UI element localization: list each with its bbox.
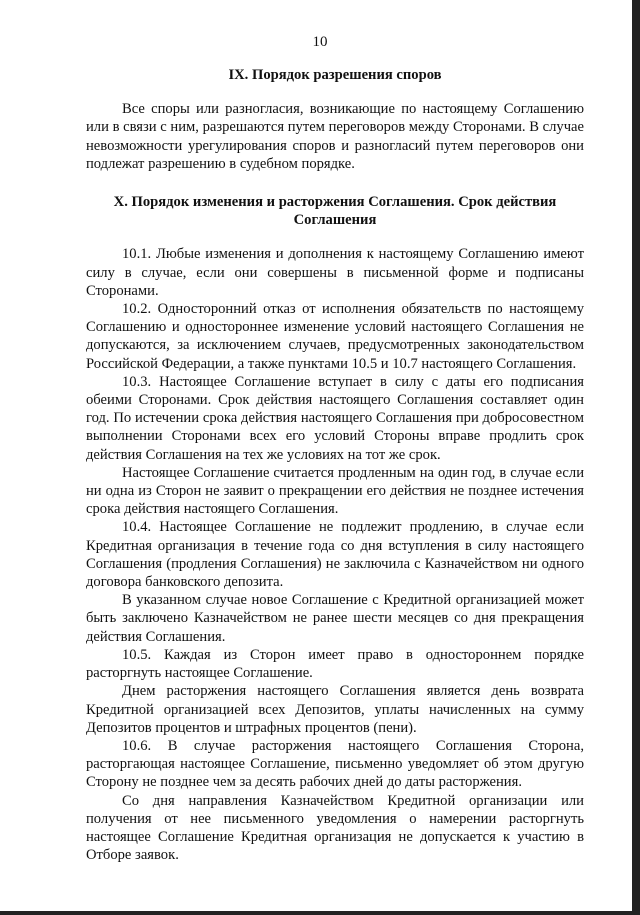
section-9-heading: IX. Порядок разрешения споров: [228, 67, 442, 83]
scan-edge-right: [632, 0, 640, 915]
paragraph-10-6: 10.6. В случае расторжения настоящего Соглашения Сторона, расторгающая настоящее Соглашение, письменно уведомляет об этом другую Сторону не позднее чем за десять рабочих дней до даты расторжения.: [86, 737, 584, 791]
paragraph-10-5-termination-day: Днем расторжения настоящего Соглашения является день возврата Кредитной организацией всех Депозитов, уплаты начисленных на сумму Депозитов процентов и штрафных процентов (пени).: [86, 683, 584, 736]
paragraph-10-6-notice: Со дня направления Казначейством Кредитной организации или получения от нее письменного уведомления о намерении расторгнуть настоящее Соглашение Кредитная организация не допускается к участию в Отборе заявок.: [86, 792, 584, 864]
paragraph-10-3: 10.3. Настоящее Соглашение вступает в силу с даты его подписания обеими Сторонами. Срок действия настоящего Соглашения составляет один год. По истечении срока действия настоящего Соглашения при добросовестном выполнении Сторонами всех его условий Стороны вправе продлить срок действия Соглашения на тех же условиях на тот же срок.: [86, 373, 584, 463]
paragraph-10-4-new-agreement: В указанном случае новое Соглашение с Кредитной организацией может быть заключено Казначейством не ранее шести месяцев со дня прекращения действия Соглашения.: [86, 592, 584, 645]
section-9-paragraph: Все споры или разногласия, возникающие по настоящему Соглашению или в связи с ним, разрешаются путем переговоров между Сторонами. В случае невозможности урегулирования споров и разногласий путем переговоров они подлежат разрешению в судебном порядке.: [86, 101, 584, 172]
paragraph-10-3-extension: Настоящее Соглашение считается продленным на один год, в случае если ни одна из Сторон не заявит о прекращении его действия не позднее истечения срока действия настоящего Соглашения.: [86, 464, 584, 518]
paragraph-10-1: 10.1. Любые изменения и дополнения к настоящему Соглашению имеют силу в случае, если они совершены в письменной форме и подписаны Сторонами.: [86, 246, 584, 299]
paragraph-10-2: 10.2. Односторонний отказ от исполнения обязательств по настоящему Соглашению и одностороннее изменение условий настоящего Соглашения не допускаются, за исключением случаев, предусмотренных законодательством Российской Федерации, а также пунктами 10.5 и 10.7 настоящего Соглашения.: [86, 301, 584, 372]
section-10-heading-line2: Соглашения: [293, 212, 377, 229]
section-10-heading: [86, 193, 584, 229]
document-body: [86, 66, 584, 864]
section-10-heading-line1: X. Порядок изменения и расторжения Соглашения. Срок действия: [113, 194, 557, 211]
page-number: 10: [312, 34, 328, 50]
paragraph-10-5: 10.5. Каждая из Сторон имеет право в одностороннем порядке расторгнуть настоящее Соглашение.: [86, 646, 584, 682]
scan-edge-bottom: [0, 911, 640, 915]
paragraph-10-4: 10.4. Настоящее Соглашение не подлежит продлению, в случае если Кредитная организация в течение года со дня вступления в силу настоящего Соглашения (продления Соглашения) не заключила с Казначейством ни одного договора банковского депозита.: [86, 519, 584, 591]
